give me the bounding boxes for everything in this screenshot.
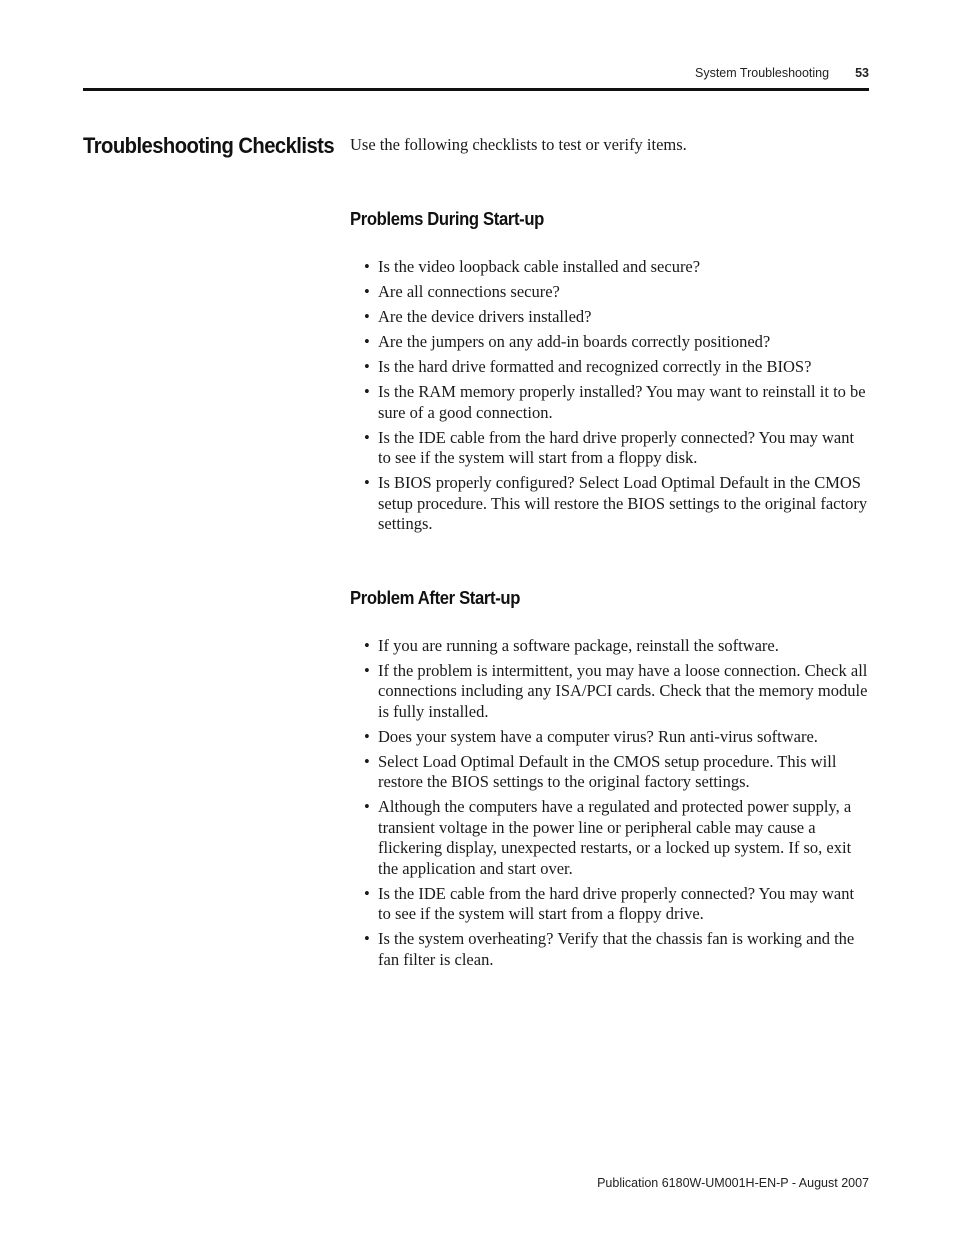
chapter-heading: Troubleshooting Checklists [83,133,335,158]
list-item: • Although the computers have a regulated and protected power supply, a transient voltage in the power line or peripheral cable may cause a flickering display, unexpected restarts, or a locked up system. If so, exit the application and start over. [378,797,868,879]
list-item: • Is the IDE cable from the hard drive properly connected? You may want to see if the system will start from a floppy disk. [378,428,868,469]
list-item: • Are all connections secure? [378,282,868,303]
section-heading-after-startup: Problem After Start-up [350,586,521,608]
startup-checklist [350,257,868,535]
main-content [350,134,870,975]
list-item: • Is BIOS properly configured? Select Load Optimal Default in the CMOS setup procedure. This will restore the BIOS settings to the original factory settings. [378,473,868,535]
running-header [695,66,869,80]
section-heading-startup: Problems During Start-up [350,208,544,229]
page-number: 53 [855,66,869,80]
intro-text: Use the following checklists to test or verify items. [350,135,687,154]
header-rule [83,88,869,91]
list-item: • Is the IDE cable from the hard drive properly connected? You may want to see if the system will start from a floppy drive. [378,884,868,925]
publication-footer: Publication 6180W-UM001H-EN-P - August 2007 [597,1176,869,1190]
after-startup-checklist [350,636,868,971]
list-item: • Does your system have a computer virus? Run anti-virus software. [378,727,868,748]
header-section-title: System Troubleshooting [694,66,830,80]
list-item: • Select Load Optimal Default in the CMOS setup procedure. This will restore the BIOS settings to the original factory settings. [378,752,868,793]
list-item: • Are the jumpers on any add-in boards correctly positioned? [378,332,868,353]
list-item: • Is the video loopback cable installed and secure? [378,257,868,278]
list-item: • Is the RAM memory properly installed? You may want to reinstall it to be sure of a good connection. [378,382,868,423]
list-item: • Are the device drivers installed? [378,307,868,328]
list-item: • If the problem is intermittent, you may have a loose connection. Check all connections including any ISA/PCI cards. Check that the memory module is fully installed. [378,661,868,723]
list-item: • Is the hard drive formatted and recognized correctly in the BIOS? [378,357,868,378]
list-item: • Is the system overheating? Verify that the chassis fan is working and the fan filter is clean. [378,929,868,970]
list-item: • If you are running a software package, reinstall the software. [378,636,868,657]
